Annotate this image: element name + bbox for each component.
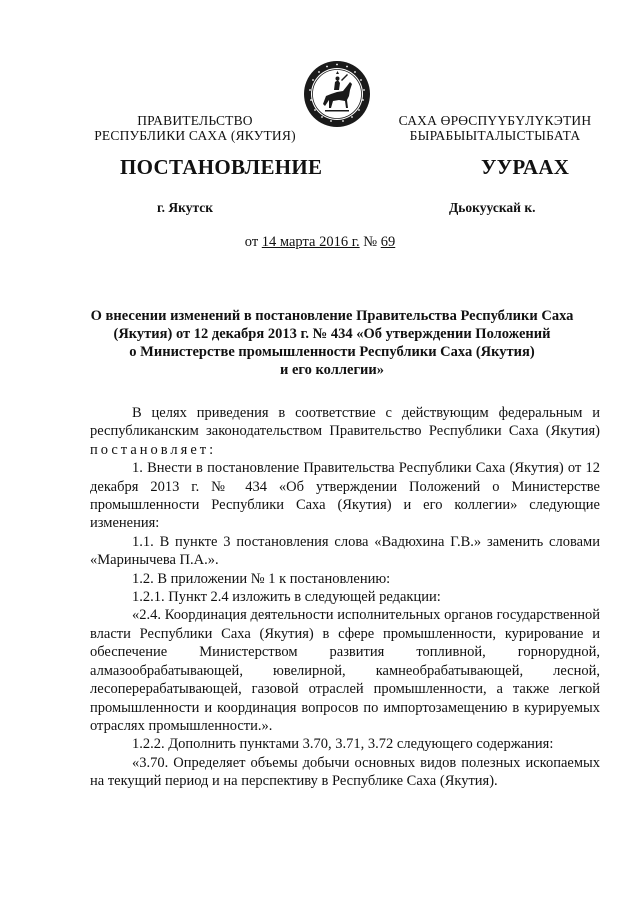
intro-text: В целях приведения в соответствие с действующим федеральным и республиканским законодательством Правительство Республики Саха (Якутия): [90, 405, 600, 440]
document-number: 69: [380, 234, 396, 250]
intro-spaced: постановляет:: [90, 441, 217, 458]
date-prefix: от: [244, 234, 259, 250]
header-left: [60, 113, 330, 143]
header-left-line2: РЕСПУБЛИКИ САХА (ЯКУТИЯ): [94, 128, 296, 143]
paragraph-1: 1. Внести в постановление Правительства Республики Саха (Якутия) от 12 декабря 2013 г. № 434 «Об утверждении Положений о Министерстве промышленности Республики Саха (Якутия) и его коллегии» следующие изменения:: [90, 460, 600, 532]
header-right: [350, 113, 640, 143]
doc-type-left: ПОСТАНОВЛЕНИЕ: [120, 155, 323, 179]
paragraph-1-2-2: 1.2.2. Дополнить пунктами 3.70, 3.71, 3.72 следующего содержания:: [132, 736, 554, 753]
paragraph-3-70: «3.70. Определяет объемы добычи основных видов полезных ископаемых на текущий период и на перспективу в Республике Саха (Якутия).: [90, 754, 600, 790]
city-right: Дьокуускай к.: [449, 200, 536, 215]
city-left: г. Якутск: [157, 200, 214, 215]
title-line1: О внесении изменений в постановление Правительства Республики Саха: [90, 308, 574, 324]
paragraph-2-4: «2.4. Координация деятельности исполнительных органов государственной власти Республики Саха (Якутия) в сфере промышленности, курирование и обеспечение Министерством развития топливной, горнорудной, алмазообрабатывающей, ювелирной, камнеобрабатывающей, лесной, лесоперерабатывающей, газовой отраслей промышленности, а также легкой промышленности и координация вопросов по импортозамещению в курируемых отраслях промышленности.».: [90, 607, 600, 734]
paragraph-1-1: 1.1. В пункте 3 постановления слова «Вадюхина Г.В.» заменить словами «Маринычева П.А.».: [90, 533, 600, 569]
document-title: [82, 307, 582, 379]
document-date: [0, 234, 640, 251]
title-line3: о Министерстве промышленности Республики Саха (Якутия): [129, 344, 535, 360]
paragraph-intro: [90, 404, 600, 459]
number-sign: №: [363, 234, 378, 250]
doc-type-right: УУРААХ: [481, 155, 570, 179]
document-body: [90, 404, 600, 791]
paragraph-1-2-1: 1.2.1. Пункт 2.4 изложить в следующей редакции:: [132, 589, 441, 606]
header-right-line2: БЫРАБЫЫТАЛЫСТЫБАТА: [409, 128, 581, 143]
title-line2: (Якутия) от 12 декабря 2013 г. № 434 «Об утверждении Положений: [113, 326, 551, 342]
title-line4: и его коллегии»: [280, 362, 384, 378]
header-right-line1: САХА ӨРӨСПҮҮБҮЛҮКЭТИН: [398, 113, 592, 128]
date-value: 14 марта 2016 г.: [261, 234, 360, 250]
paragraph-1-2: 1.2. В приложении № 1 к постановлению:: [132, 570, 391, 587]
header-left-line1: ПРАВИТЕЛЬСТВО: [137, 113, 253, 128]
